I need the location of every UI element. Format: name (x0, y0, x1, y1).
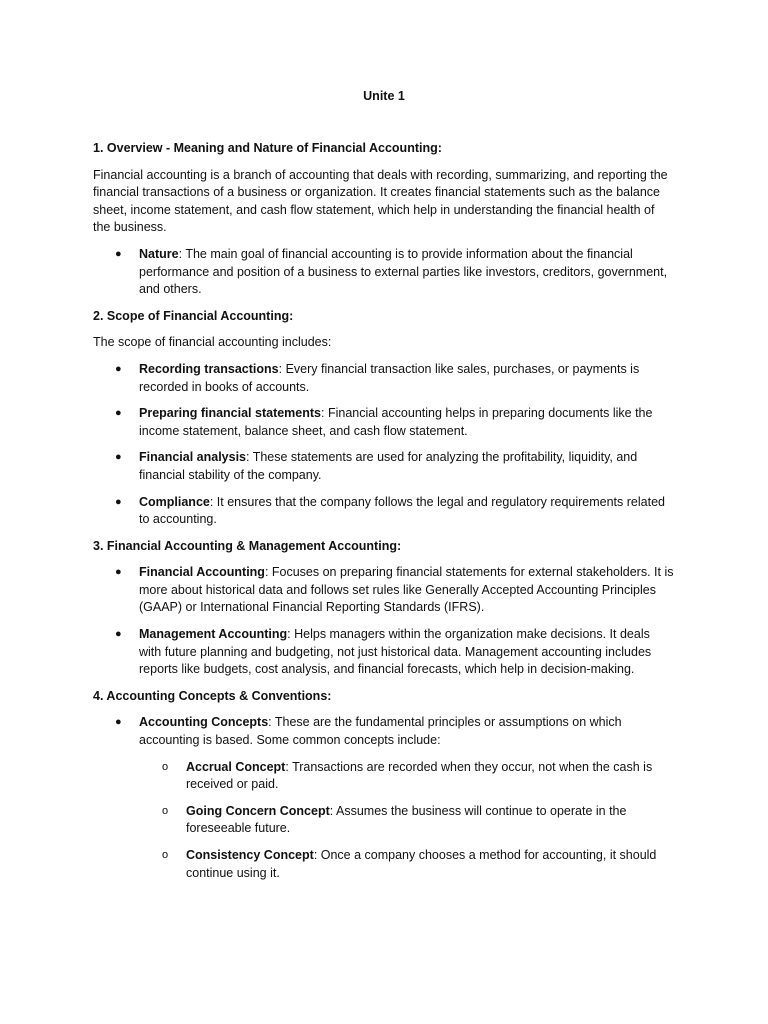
list-item-term: Accounting Concepts (139, 715, 269, 730)
section-4-heading: 4. Accounting Concepts & Conventions: (93, 688, 332, 703)
bullet-icon: ● (115, 716, 122, 729)
section-3-heading: 3. Financial Accounting & Management Accounting: (93, 538, 402, 553)
list-item (93, 626, 675, 679)
list-item-text: : Helps managers within the organization make decisions. It deals with future planning and budgeting, not just historical data. Management accounting includes reports like budgets, cost analysis, and financial forecasts, which help in decision-making. (139, 627, 652, 677)
sublist-item-term: Accrual Concept (186, 759, 286, 774)
list-item (93, 564, 675, 617)
list-item-text: : Focuses on preparing financial statements for external stakeholders. It is more about historical data and follows set rules like Generally Accepted Accounting Principles (GAAP) or International Financial Reporting Standards (IFRS). (139, 565, 674, 615)
section-3-list (93, 564, 675, 679)
sublist-item-text: : Transactions are recorded when they occur, not when the cash is received or paid. (186, 759, 653, 792)
list-item-text: : Financial accounting helps in preparing documents like the income statement, balance sheet, and cash flow statement. (139, 406, 653, 438)
document-page (93, 86, 675, 891)
section-4-sublist (139, 759, 675, 883)
section-2-paragraph: The scope of financial accounting includes: (93, 335, 332, 350)
list-item (93, 449, 675, 484)
section-1-heading: 1. Overview - Meaning and Nature of Financial Accounting: (93, 141, 442, 155)
list-item-term: Management Accounting (139, 627, 288, 642)
bullet-icon: ● (115, 362, 122, 375)
section-1-paragraph: Financial accounting is a branch of accounting that deals with recording, summarizing, and reporting the financial transactions of a business or organization. It creates financial statements such as the balance sheet, income statement, and cash flow statement, which help in understanding the financial health of the business. (93, 167, 668, 235)
list-item-term: Nature (139, 246, 179, 261)
bullet-icon: ● (115, 407, 122, 420)
list-item-text: : Every financial transaction like sales, purchases, or payments is recorded in books of accounts. (139, 361, 640, 394)
section-2-heading: 2. Scope of Financial Accounting: (93, 308, 294, 323)
section-2-list (93, 361, 675, 529)
sublist-item (139, 803, 675, 838)
circle-bullet-icon: o (162, 760, 169, 773)
sublist-item-text: : Assumes the business will continue to operate in the foreseeable future. (186, 803, 627, 836)
list-item (93, 246, 675, 299)
sublist-item (139, 759, 675, 794)
section-4-list (93, 714, 675, 882)
list-item-text: : It ensures that the company follows the legal and regulatory requirements related to accounting. (139, 494, 665, 527)
list-item-term: Preparing financial statements (139, 406, 322, 421)
list-item-term: Financial Accounting (139, 565, 265, 580)
list-item-term: Recording transactions (139, 361, 279, 376)
bullet-icon: ● (115, 628, 122, 641)
list-item-term: Compliance (139, 494, 210, 509)
circle-bullet-icon: o (162, 804, 169, 817)
bullet-icon: ● (115, 495, 122, 508)
list-item (93, 494, 675, 529)
circle-bullet-icon: o (162, 849, 169, 861)
section-1-list (93, 246, 675, 299)
list-item-text: : The main goal of financial accounting is to provide information about the financial performance and position of a business to external parties like investors, creditors, government, and others. (139, 246, 668, 297)
list-item (93, 361, 675, 396)
document-title: Unite 1 (363, 89, 405, 103)
bullet-icon: ● (115, 451, 122, 464)
sublist-item (139, 847, 675, 882)
sublist-item-term: Consistency Concept (186, 848, 314, 862)
bullet-icon: ● (115, 247, 122, 260)
list-item-text: : These are the fundamental principles or assumptions on which accounting is based. Some common concepts include: (139, 715, 622, 748)
list-item (93, 405, 675, 440)
list-item (93, 714, 675, 882)
list-item-text: : These statements are used for analyzing the profitability, liquidity, and financial stability of the company. (139, 450, 638, 482)
sublist-item-term: Going Concern Concept (186, 803, 330, 818)
sublist-item-text: : Once a company chooses a method for accounting, it should continue using it. (186, 848, 657, 880)
bullet-icon: ● (115, 566, 122, 579)
list-item-term: Financial analysis (139, 450, 246, 465)
